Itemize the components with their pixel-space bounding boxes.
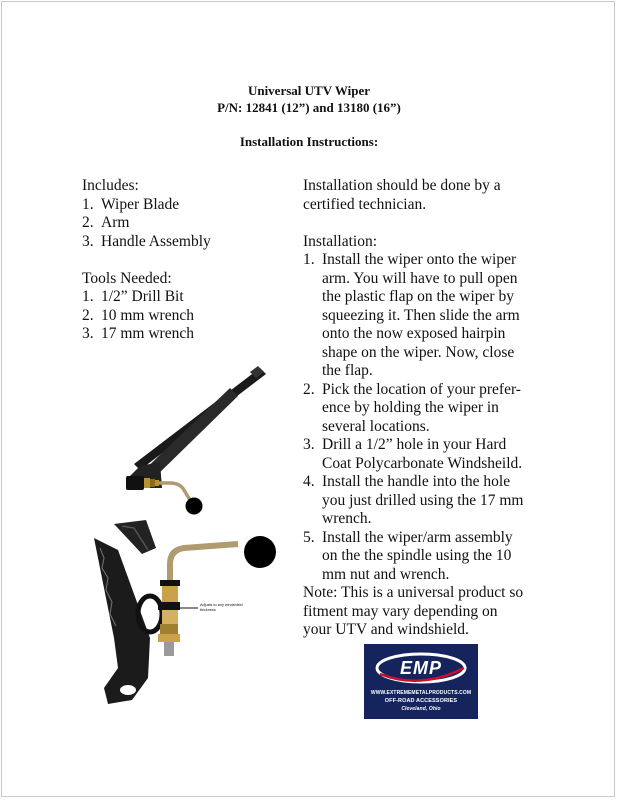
list-item: 3. 17 mm wrench (82, 325, 194, 342)
installation-heading: Installation: (303, 232, 378, 250)
callout-text: thickness (200, 608, 216, 612)
part-number: P/N: 12841 (12”) and 13180 (16”) (217, 100, 401, 115)
callout-text: Adjusts to any windshield (200, 603, 243, 607)
document-title: Universal UTV Wiper (247, 83, 371, 98)
includes-list (82, 196, 282, 252)
list-item: 2. 10 mm wrench (82, 306, 194, 324)
logo-url: WWW.EXTREMEMETALPRODUCTS.COM (370, 690, 472, 696)
note-line: Note: This is a universal product so (303, 584, 524, 601)
wiper-assembly-illustration (100, 362, 280, 522)
right-column (303, 177, 543, 640)
step-item: 1. Install the wiper onto the wiper arm. You will have to pull open the plastic flap on the wiper by squeezing it. Then slide the arm onto the now exposed hairpin shape on the wiper. Now, close the flap. (303, 251, 520, 379)
left-column (82, 177, 282, 344)
note-line: fitment may vary depending on (303, 602, 498, 620)
tools-heading: Tools Needed: (82, 269, 172, 287)
instructions-heading: Installation Instructions: (239, 134, 379, 149)
includes-heading: Includes: (82, 177, 139, 194)
step-item: 2. Pick the location of your prefer- ence by holding the wiper in several locations. (303, 380, 521, 435)
company-logo (364, 644, 478, 719)
list-item: 2. Arm (82, 214, 130, 231)
emp-logo-mark (364, 644, 478, 690)
list-item: 1. 1/2” Drill Bit (82, 288, 184, 305)
list-item: 1. Wiper Blade (82, 195, 180, 213)
handle-closeup-illustration (88, 518, 288, 708)
step-item: 3. Drill a 1/2” hole in your Hard Coat Polycarbonate Windsheild. (303, 436, 523, 472)
intro-line: certified technician. (303, 195, 427, 213)
logo-location: Cleveland, Ohio (401, 706, 441, 712)
step-item: 4. Install the handle into the hole you just drilled using the 17 mm wrench. (303, 473, 524, 527)
logo-tagline: OFF-ROAD ACCESSORIES (384, 698, 458, 704)
logo-mark-text: EMP (399, 658, 443, 678)
list-item: 3. Handle Assembly (82, 232, 211, 250)
tools-list (82, 288, 282, 344)
step-item: 5. Install the wiper/arm assembly on the the spindle using the 10 mm nut and wrench. (303, 528, 513, 583)
installation-steps (303, 251, 543, 584)
note-line: your UTV and windshield. (303, 621, 469, 638)
intro-line: Installation should be done by a (303, 177, 501, 194)
